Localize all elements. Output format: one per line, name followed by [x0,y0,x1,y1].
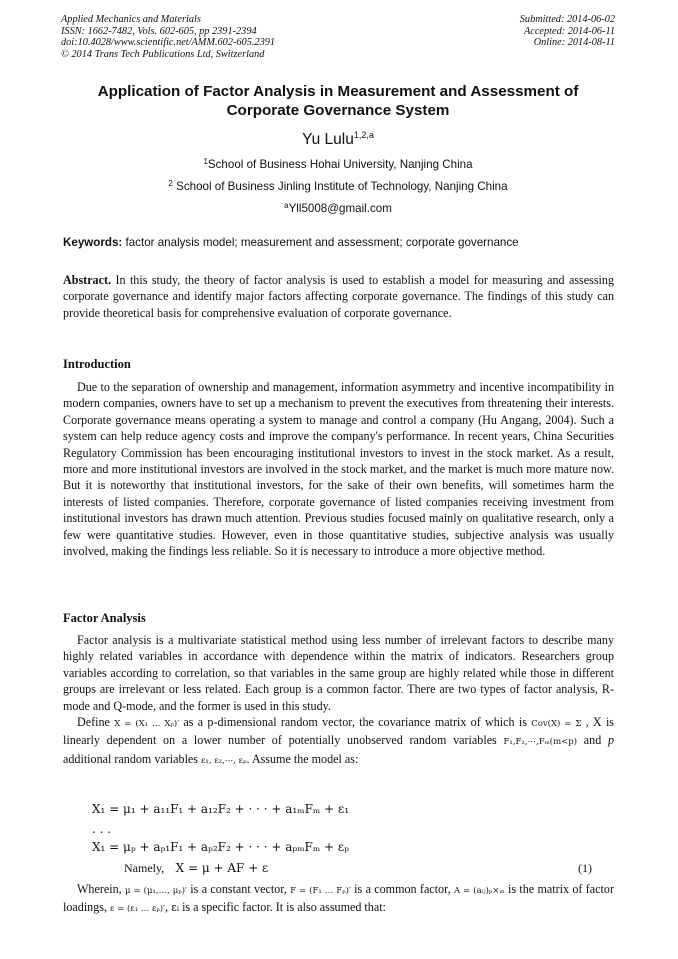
define-text-2: , X is linearly dependent on a lower number of potentially unobserved random variables [63,715,615,748]
factor-analysis-section [63,632,614,769]
wherein-text-1: is a constant vector, [186,882,287,896]
author-sup: 1,2,a [353,130,374,140]
wherein-text-5: , [165,900,169,915]
doi-line: doi:10.4028/www.scientific.net/AMM.602-605.2391 [61,37,276,49]
epsilon-vector: ε = (ε₁ … εₚ)′ [110,904,166,915]
equation-dots: . . . [92,822,112,836]
wherein-text-4: matrix of factor loadings, [63,882,614,915]
x-vector: X = (X₁ … Xₚ)′ [114,719,180,730]
abstract [63,272,614,321]
namely-equation: X = μ + AF + ε [175,861,269,875]
equation-namely [124,861,268,876]
email [60,201,616,215]
accepted-date: Accepted: 2014-06-11 [523,25,615,37]
define-word: Define [77,715,110,730]
issn-line: ISSN: 1662-7482, Vols. 602-605, pp 2391-2394 [61,25,257,37]
equation-line-2: X₁ = μₚ + aₚ₁F₁ + aₚ₂F₂ + · · · + aₚₘFₘ + εₚ [92,840,349,854]
define-text-5: . Assume the model as: [246,751,359,766]
covariance: Cov(X) = Σ [531,719,582,730]
equation-number: (1) [578,861,592,875]
intro-heading: Introduction [63,357,131,371]
submitted-date: Submitted: 2014-06-02 [519,14,615,25]
define-paragraph [63,714,614,769]
paper-title [60,82,616,120]
author [60,130,616,149]
affiliation-2-sup: 2 [168,179,173,188]
epsilon-i: εᵢ [171,901,180,915]
p-variable: p [607,733,614,748]
affiliation-1-sup: 1 [203,157,208,166]
keywords-text: factor analysis model; measurement and assessment; corporate governance [122,236,519,249]
wherein-text-3: is the [504,882,535,896]
copyright-line: © 2014 Trans Tech Publications Ltd, Switzerland [61,48,265,60]
wherein-text-2: is a common factor, [350,882,451,896]
author-name: Yu Lulu [302,131,354,148]
wherein-paragraph [63,881,614,918]
factor-list: F₁,F₂,⋯,Fₘ(m<p) [503,737,578,748]
factor-analysis-heading: Factor Analysis [63,611,146,625]
mu-vector: μ = (μ₁,…, μₚ)′ [124,886,187,896]
equation-line-1: X₁ = μ₁ + a₁₁F₁ + a₁₂F₂ + · · · + a₁ₘFₘ + ε₁ [92,802,349,816]
keywords [63,236,623,249]
intro-section [63,379,614,559]
title-line-2: Corporate Governance System [226,102,450,119]
define-text-3: and [577,733,608,748]
define-text-1: as a p-dimensional random vector, the covariance matrix of which is [179,715,527,730]
wherein-text-6: is a specific factor. It is also assumed that: [179,900,386,915]
affiliation-2-text: School of Business Jinling Institute of Technology, Nanjing China [172,180,508,193]
affiliation-1-text: School of Business Hohai University, Nanjing China [207,158,473,171]
f-vector: F = (F₁ … Fₚ)′ [290,886,351,896]
define-text-4: additional random variables [63,751,202,766]
keywords-label: Keywords: [63,236,123,249]
affiliation-2 [60,179,616,193]
title-line-1: Application of Factor Analysis in Measurement and Assessment of [97,83,579,100]
namely-label: Namely, [124,861,165,875]
affiliation-1 [60,157,616,171]
email-sup: a [284,201,289,210]
wherein-word: Wherein, [77,882,122,896]
abstract-label: Abstract. [63,273,112,287]
online-date: Online: 2014-08-11 [533,37,615,49]
email-text: Yll5008@gmail.com [288,202,392,215]
intro-paragraph: Due to the separation of ownership and management, information asymmetry and incentive incompatibility in modern companies, owners have to set up a mechanism to prevent the executives from threatening their interests. Corporate governance means operating a system to manage and control a company (Hu Angang, 2004). Such a system can help reduce agency costs and improve the company's performance. In recent years, China Securities Regulatory Commission has been encouraging institutional investors to invest in the stock market. As a result, more and more institutional investors are involved in the stock market, and the market is much more mature now. But it is noteworthy that institutional investors, for the sake of their own benefits, will sometimes harm the interests of listed companies. Therefore, corporate governance of listed companies receiving investment from institutional investors has drawn much attention. Previous studies focused mainly on qualitative research, only a few were quantitative studies. However, even in those quantitative studies, subjective analysis was usually involved, making the findings less reliable. So it is necessary to introduce a more objective method. [63,380,614,559]
a-matrix: A = (aᵢⱼ)ₚ×ₘ [453,886,505,896]
factor-analysis-paragraph: Factor analysis is a multivariate statistical method using less number of irrelevant factors to describe many highly related variables in accordance with dependence within the matrix of indicators. Researchers group variables according to correlation, so that variables in the same group are highly related while those in different groups are irrelevant or less related. Each group is a common factor. There are two types of factor analysis, R-mode and Q-mode, and the former is used in this study. [63,633,614,713]
journal-name: Applied Mechanics and Materials [61,14,201,25]
journal-info [61,14,275,60]
epsilon-list: ε₁, ε₂,⋯, εₚ [201,755,247,766]
abstract-text: In this study, the theory of factor analysis is used to establish a model for measuring and assessing corporate governance and identify major factors affecting corporate governance. The findings of this study can provide theoretical basis for comprehensive evaluation of corporate governance. [63,273,614,320]
dates-info [520,14,615,49]
